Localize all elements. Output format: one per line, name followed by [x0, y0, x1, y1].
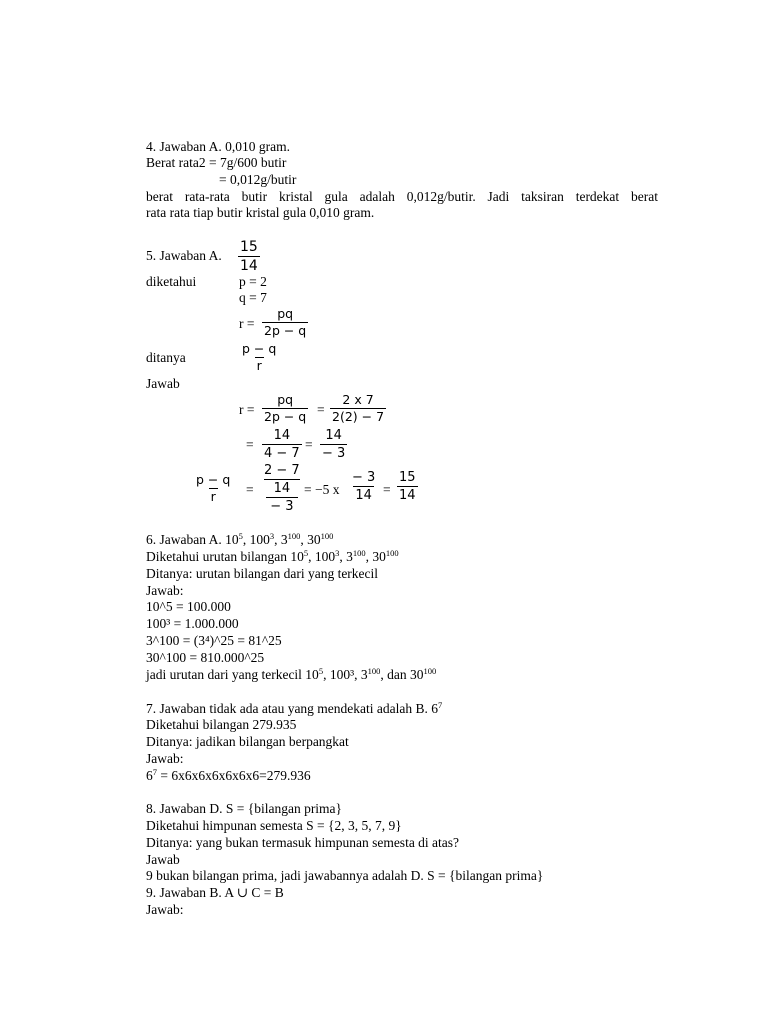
fraction-numerator: − 3 — [352, 470, 376, 485]
s5-title: 5. Jawaban A. — [146, 248, 222, 263]
s6-result3: 3^100 = (3⁴)^25 = 81^25 — [146, 633, 282, 648]
s4-line2: Berat rata2 = 7g/600 butir — [146, 155, 287, 170]
s5-r-fraction — [262, 307, 308, 338]
fraction-denominator: 14 — [240, 258, 258, 274]
s9-title: 9. Jawaban B. A ∪ C = B — [146, 885, 284, 900]
s5-work2-fraction2 — [320, 428, 347, 461]
equals-sign: = — [305, 437, 313, 452]
fraction-numerator: 14 — [273, 428, 291, 443]
s6-result4: 30^100 = 810.000^25 — [146, 650, 265, 665]
s4-line5: rata rata tiap butir kristal gula 0,010 gram. — [146, 205, 375, 220]
fraction-numerator: p − q — [196, 472, 231, 487]
fraction-denominator: r — [256, 358, 262, 373]
s7-jawab: Jawab: — [146, 751, 184, 766]
s5-work3-fraction1 — [194, 473, 232, 504]
s7-ditanya: Ditanya: jadikan bilangan berpangkat — [146, 734, 349, 749]
s5-answer-fraction — [238, 239, 260, 274]
equals-sign: = — [317, 402, 325, 417]
fraction-numerator: 14 — [325, 428, 342, 443]
s5-work1-fraction2 — [330, 393, 386, 424]
equals-sign: = — [246, 437, 254, 452]
s8-ditanya: Ditanya: yang bukan termasuk himpunan semesta di atas? — [146, 835, 460, 850]
s5-work3-multiply: = −5 x — [304, 482, 340, 497]
fraction-numerator: 2 − 7 — [264, 463, 300, 478]
s5-work2-fraction1 — [262, 428, 302, 461]
s7-result: $6^7 = 6x6x6x6x6x6x6=279.936$ — [146, 767, 311, 783]
inner-numerator: 14 — [273, 481, 291, 496]
s6-conclusion: jadi urutan dari yang terkecil $10^5$, 100³, $3^{100}$, dan $30^{100}$ — [146, 666, 437, 682]
fraction-denominator: 2p − q — [264, 323, 307, 338]
s6-title: 6. Jawaban A. $10^5$, $100^3$, $3^{100}$, $30^{100}$ — [146, 531, 334, 547]
s5-work1-label: r = — [239, 402, 255, 417]
s5-work3-fraction3 — [350, 470, 377, 503]
fraction-denominator: 4 − 7 — [264, 446, 300, 461]
inner-denominator: − 3 — [266, 497, 297, 514]
s5-p: p = 2 — [239, 274, 267, 289]
fraction-numerator: p − q — [242, 341, 277, 356]
fraction-denominator: r — [210, 489, 216, 504]
fraction-numerator: 15 — [399, 470, 416, 485]
s5-ditanya-fraction — [240, 342, 278, 373]
s5-work3-complex-fraction — [262, 463, 302, 514]
fraction-denominator: 14 — [399, 488, 416, 503]
fraction-numerator: pq — [277, 392, 294, 407]
equals-sign: = — [246, 482, 254, 497]
s5-work1-fraction1 — [262, 393, 308, 424]
s8-result: 9 bukan bilangan prima, jadi jawabannya adalah D. S = {bilangan prima} — [146, 868, 544, 883]
fraction-denominator: 14 — [355, 488, 372, 503]
s8-jawab: Jawab — [146, 852, 180, 867]
fraction-denominator: 2(2) − 7 — [332, 409, 385, 424]
equals-sign: = — [383, 482, 391, 497]
fraction-numerator: 2 x 7 — [342, 392, 374, 407]
fraction-denominator: 2p − q — [264, 409, 307, 424]
s6-jawab: Jawab: — [146, 583, 184, 598]
s6-ditanya: Ditanya: urutan bilangan dari yang terkecil — [146, 566, 379, 581]
s7-title: 7. Jawaban tidak ada atau yang mendekati adalah B. $6^7$ — [146, 700, 443, 716]
fraction-denominator: − 3 — [322, 446, 346, 461]
s4-line4: berat rata-rata butir kristal gula adalah 0,012g/butir. Jadi taksiran terdekat berat — [146, 189, 658, 204]
s5-q: q = 7 — [239, 290, 267, 305]
s9-jawab: Jawab: — [146, 902, 184, 917]
fraction-numerator: 15 — [240, 239, 258, 255]
s8-diketahui: Diketahui himpunan semesta S = {2, 3, 5, 7, 9} — [146, 818, 402, 833]
s6-diketahui: Diketahui urutan bilangan $10^5$, $100^3$, $3^{100}$, $30^{100}$ — [146, 548, 399, 564]
s5-jawab: Jawab — [146, 376, 180, 391]
s4-title: 4. Jawaban A. 0,010 gram. — [146, 139, 290, 154]
s5-ditanya: ditanya — [146, 350, 186, 365]
fraction-denominator — [264, 479, 299, 514]
s5-r-label: r = — [239, 316, 255, 331]
s5-work3-fraction4 — [397, 470, 418, 503]
s7-diketahui: Diketahui bilangan 279.935 — [146, 717, 297, 732]
s5-diketahui: diketahui — [146, 274, 197, 289]
s4-line3: = 0,012g/butir — [219, 172, 297, 187]
s8-title: 8. Jawaban D. S = {bilangan prima} — [146, 801, 343, 816]
fraction-numerator: pq — [277, 306, 294, 321]
s6-result2: 100³ = 1.000.000 — [146, 616, 239, 631]
s6-result1: 10^5 = 100.000 — [146, 599, 231, 614]
